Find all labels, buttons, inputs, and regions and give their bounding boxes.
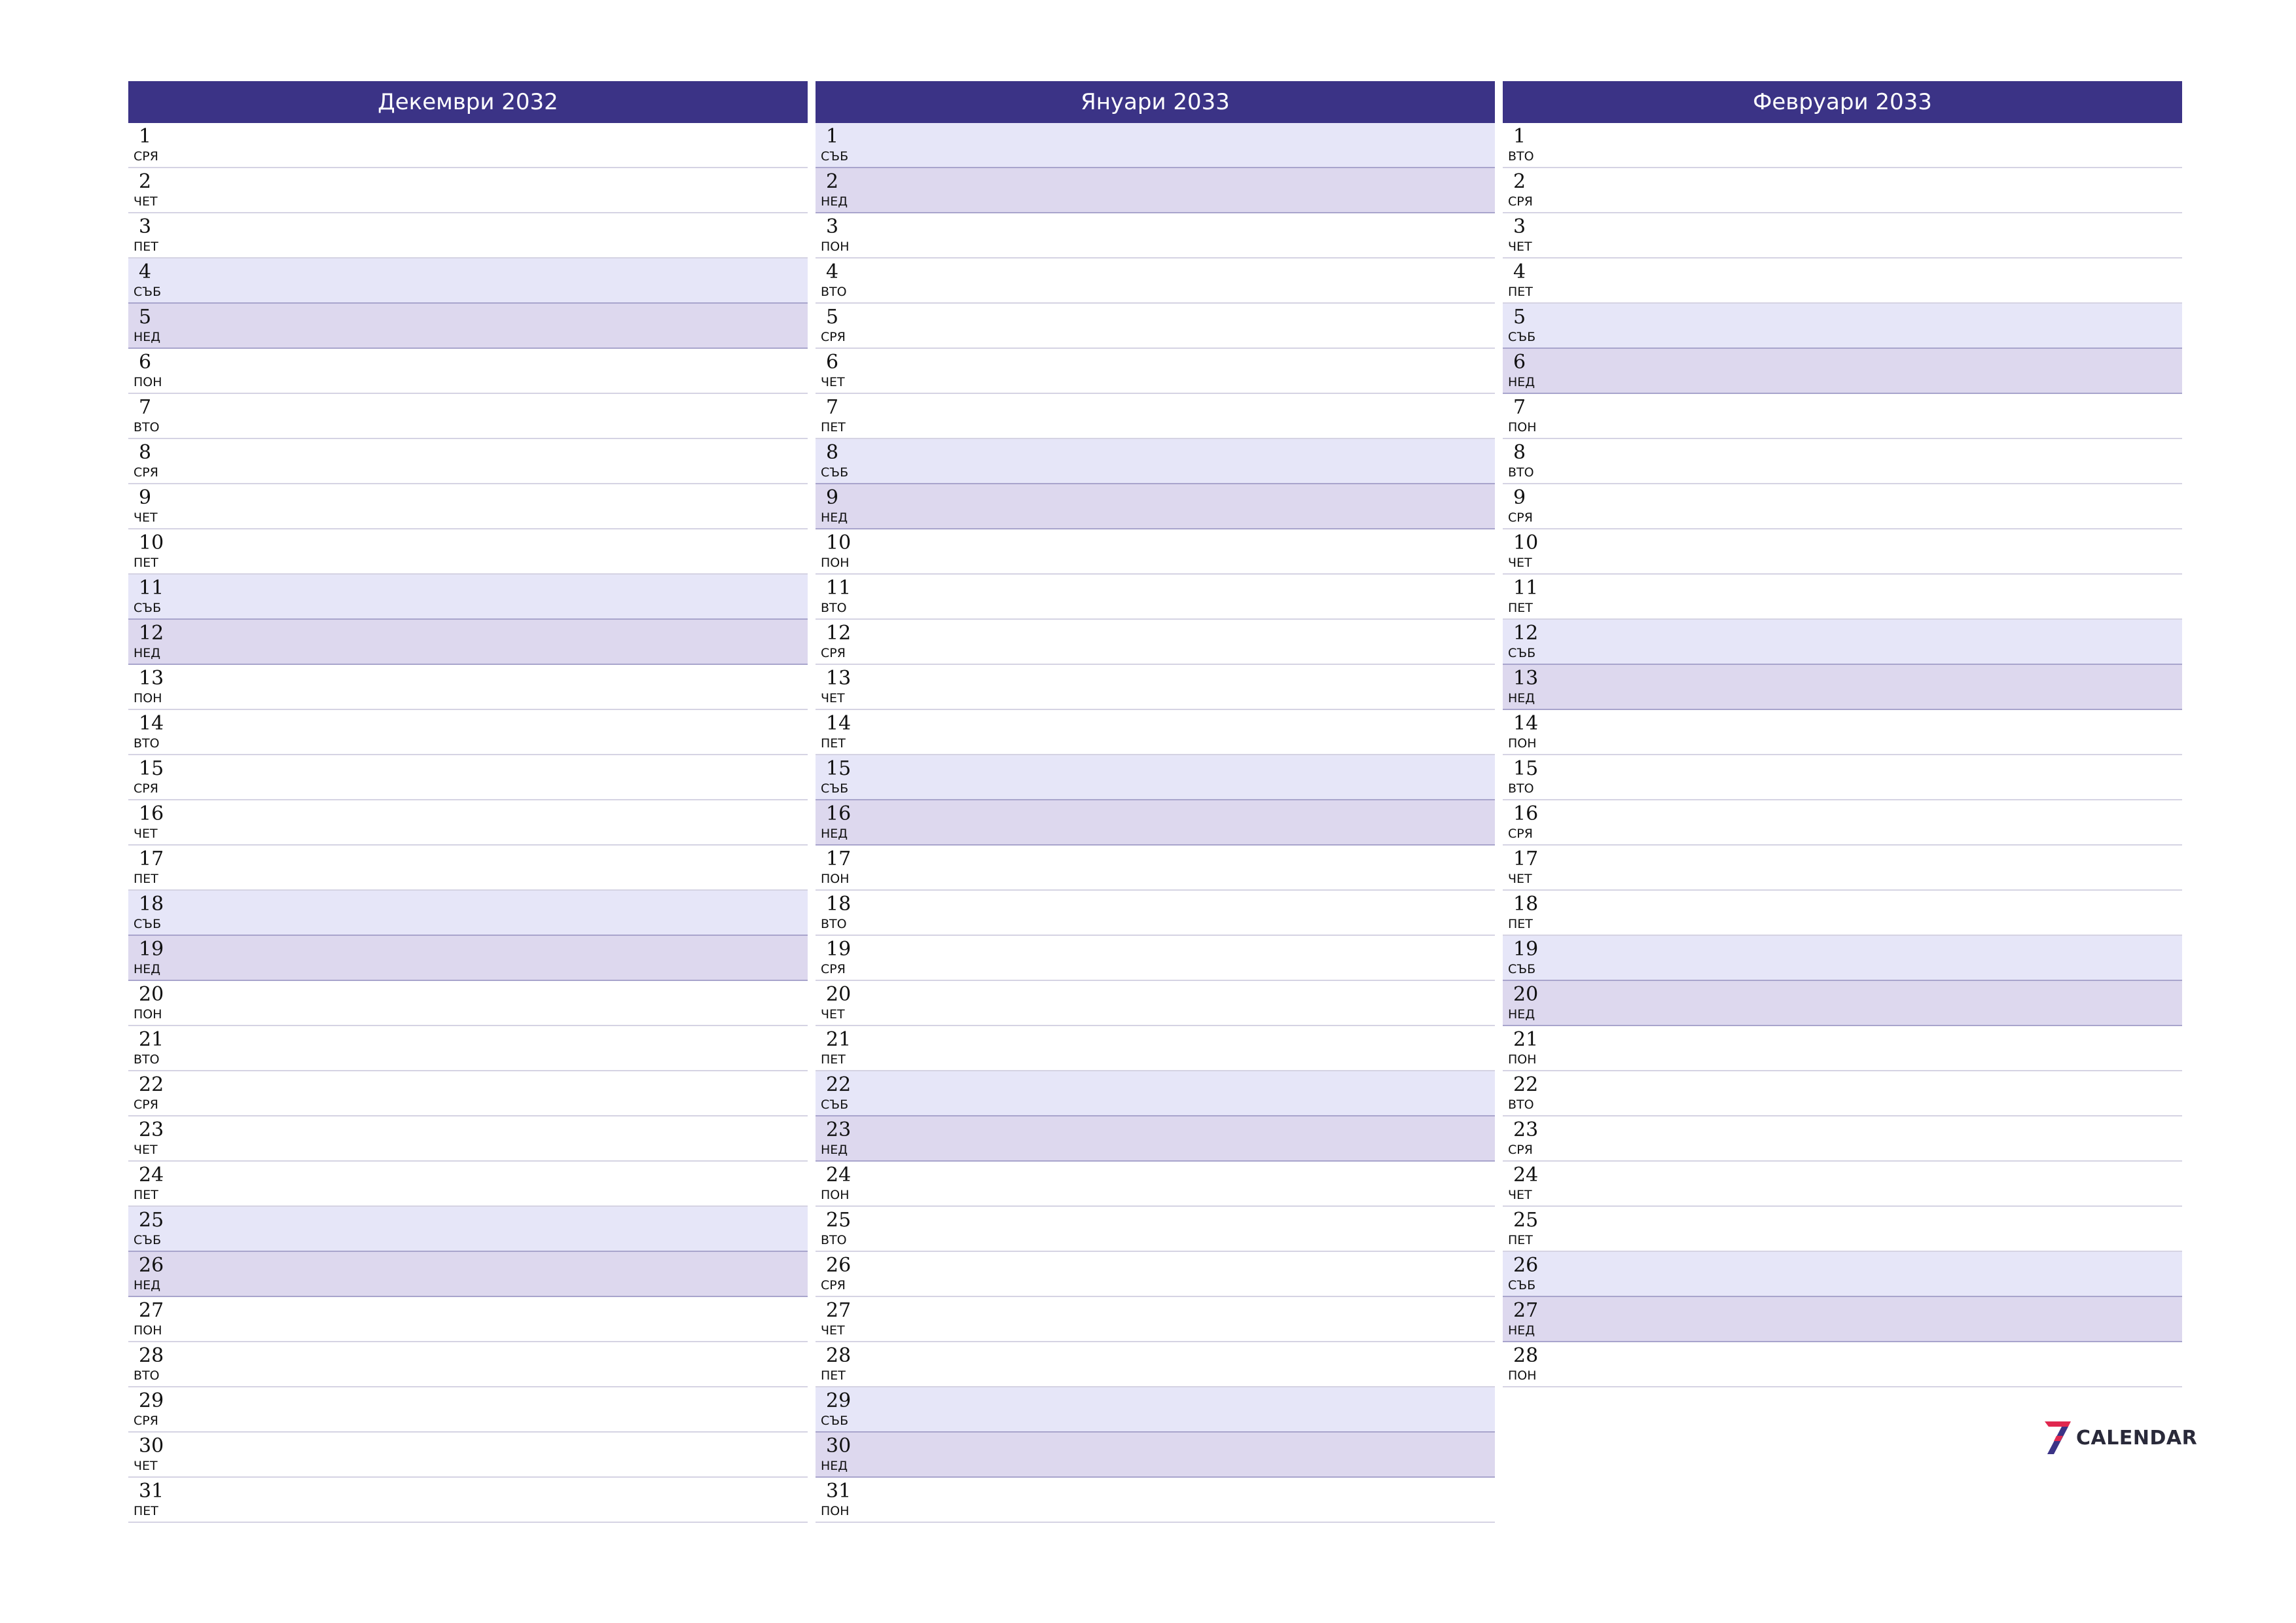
- day-row: [1503, 710, 2182, 755]
- day-number: 8: [1513, 441, 1526, 464]
- day-number: 10: [826, 531, 852, 554]
- day-row: [1503, 1162, 2182, 1207]
- day-row: [1503, 936, 2182, 981]
- day-row: [816, 891, 1495, 936]
- day-number: 8: [139, 441, 152, 464]
- day-row: [816, 1026, 1495, 1071]
- weekday-label: ЧЕТ: [821, 1007, 845, 1022]
- weekday-label: ЧЕТ: [1508, 872, 1532, 886]
- day-number: 28: [826, 1344, 852, 1367]
- day-number: 16: [1513, 802, 1539, 825]
- day-row: [128, 1162, 808, 1207]
- day-row: [128, 1297, 808, 1342]
- day-number: 5: [1513, 306, 1526, 329]
- day-number: 27: [826, 1299, 852, 1322]
- weekday-label: ВТО: [821, 1233, 847, 1247]
- day-number: 5: [826, 306, 839, 329]
- day-row: [1503, 755, 2182, 800]
- weekday-label: СЪБ: [821, 1414, 849, 1428]
- day-number: 7: [139, 396, 152, 419]
- day-row: [1503, 123, 2182, 168]
- day-number: 15: [1513, 757, 1539, 780]
- weekday-label: ВТО: [134, 1368, 160, 1383]
- day-number: 22: [1513, 1073, 1539, 1096]
- day-number: 15: [826, 757, 852, 780]
- weekday-label: ВТО: [1508, 149, 1534, 164]
- day-number: 26: [1513, 1254, 1539, 1277]
- day-row: [1503, 891, 2182, 936]
- day-number: 22: [139, 1073, 164, 1096]
- day-number: 10: [139, 531, 164, 554]
- day-number: 30: [826, 1435, 852, 1457]
- day-row: [1503, 439, 2182, 484]
- day-number: 6: [139, 351, 152, 374]
- logo-text: CALENDAR: [2076, 1426, 2198, 1450]
- day-number: 22: [826, 1073, 852, 1096]
- day-row: [128, 620, 808, 665]
- month-column-february: [1503, 81, 2182, 1387]
- day-list: [1503, 123, 2182, 1387]
- day-row: [816, 1071, 1495, 1116]
- day-row: [128, 1478, 808, 1523]
- day-row: [1503, 1071, 2182, 1116]
- day-row: [128, 755, 808, 800]
- weekday-label: СЪБ: [1508, 646, 1536, 660]
- day-number: 13: [1513, 667, 1539, 690]
- day-row: [128, 800, 808, 846]
- day-number: 3: [826, 215, 839, 238]
- day-row: [128, 1387, 808, 1433]
- day-number: 10: [1513, 531, 1539, 554]
- day-number: 1: [1513, 125, 1526, 148]
- day-row: [1503, 1116, 2182, 1162]
- day-number: 11: [1513, 577, 1539, 599]
- day-number: 4: [826, 260, 839, 283]
- day-number: 31: [826, 1480, 852, 1503]
- day-row: [128, 349, 808, 394]
- day-row: [128, 439, 808, 484]
- weekday-label: НЕД: [821, 510, 848, 525]
- weekday-label: НЕД: [1508, 691, 1535, 705]
- weekday-label: СРЯ: [134, 149, 158, 164]
- weekday-label: СЪБ: [821, 465, 849, 480]
- weekday-label: ЧЕТ: [1508, 556, 1532, 570]
- weekday-label: СЪБ: [134, 601, 162, 615]
- day-row: [816, 755, 1495, 800]
- month-column-december: [128, 81, 808, 1523]
- weekday-label: ПОН: [821, 1504, 850, 1518]
- day-number: 17: [826, 847, 852, 870]
- day-number: 19: [826, 938, 852, 961]
- day-list: [128, 123, 808, 1523]
- weekday-label: СРЯ: [821, 962, 846, 976]
- weekday-label: СРЯ: [1508, 1143, 1533, 1157]
- day-number: 25: [139, 1209, 164, 1232]
- weekday-label: ПЕТ: [1508, 601, 1533, 615]
- day-row: [128, 936, 808, 981]
- day-row: [816, 484, 1495, 529]
- day-number: 24: [139, 1164, 164, 1186]
- day-number: 11: [826, 577, 852, 599]
- day-row: [128, 1116, 808, 1162]
- weekday-label: СРЯ: [134, 465, 158, 480]
- day-number: 19: [139, 938, 164, 961]
- weekday-label: СРЯ: [821, 330, 846, 344]
- day-number: 2: [139, 170, 152, 193]
- weekday-label: ПОН: [1508, 736, 1537, 751]
- day-row: [816, 168, 1495, 213]
- day-number: 30: [139, 1435, 164, 1457]
- weekday-label: ЧЕТ: [134, 510, 158, 525]
- day-row: [816, 439, 1495, 484]
- weekday-label: ПЕТ: [821, 420, 846, 435]
- day-row: [128, 1026, 808, 1071]
- day-number: 7: [826, 396, 839, 419]
- weekday-label: ПЕТ: [821, 1368, 846, 1383]
- day-number: 2: [1513, 170, 1526, 193]
- weekday-label: ВТО: [1508, 465, 1534, 480]
- day-number: 21: [1513, 1028, 1539, 1051]
- day-row: [816, 665, 1495, 710]
- day-row: [128, 259, 808, 304]
- day-row: [816, 349, 1495, 394]
- weekday-label: СРЯ: [134, 1414, 158, 1428]
- day-number: 16: [826, 802, 852, 825]
- day-number: 14: [826, 712, 852, 735]
- day-number: 4: [139, 260, 152, 283]
- day-number: 8: [826, 441, 839, 464]
- day-row: [128, 710, 808, 755]
- weekday-label: ПЕТ: [1508, 1233, 1533, 1247]
- day-number: 23: [826, 1118, 852, 1141]
- seven-logo-icon: [2042, 1420, 2072, 1455]
- day-number: 4: [1513, 260, 1526, 283]
- day-number: 28: [1513, 1344, 1539, 1367]
- weekday-label: ПОН: [134, 375, 162, 389]
- day-row: [128, 1252, 808, 1297]
- day-number: 14: [139, 712, 164, 735]
- day-number: 20: [1513, 983, 1539, 1006]
- weekday-label: ПЕТ: [1508, 917, 1533, 931]
- weekday-label: ПОН: [821, 872, 850, 886]
- day-row: [816, 710, 1495, 755]
- weekday-label: СЪБ: [821, 1097, 849, 1112]
- day-row: [1503, 349, 2182, 394]
- weekday-label: ПЕТ: [134, 872, 158, 886]
- weekday-label: ПЕТ: [821, 736, 846, 751]
- day-number: 18: [139, 893, 164, 916]
- day-row: [816, 1252, 1495, 1297]
- month-column-january: [816, 81, 1495, 1523]
- weekday-label: СРЯ: [821, 646, 846, 660]
- day-row: [1503, 575, 2182, 620]
- day-row: [128, 981, 808, 1026]
- day-row: [1503, 665, 2182, 710]
- day-row: [816, 1116, 1495, 1162]
- weekday-label: СЪБ: [134, 1233, 162, 1247]
- day-row: [128, 168, 808, 213]
- weekday-label: ПОН: [1508, 1052, 1537, 1067]
- day-number: 5: [139, 306, 152, 329]
- day-row: [816, 800, 1495, 846]
- weekday-label: ЧЕТ: [1508, 240, 1532, 254]
- day-number: 1: [826, 125, 839, 148]
- day-number: 12: [139, 622, 164, 645]
- day-row: [816, 259, 1495, 304]
- weekday-label: СЪБ: [1508, 962, 1536, 976]
- day-row: [816, 936, 1495, 981]
- day-number: 23: [139, 1118, 164, 1141]
- day-number: 18: [826, 893, 852, 916]
- day-row: [1503, 394, 2182, 439]
- day-number: 13: [139, 667, 164, 690]
- weekday-label: ПОН: [134, 1007, 162, 1022]
- weekday-label: НЕД: [134, 646, 161, 660]
- weekday-label: НЕД: [821, 827, 848, 841]
- weekday-label: ПЕТ: [1508, 285, 1533, 299]
- day-number: 20: [826, 983, 852, 1006]
- weekday-label: ПОН: [821, 1188, 850, 1202]
- weekday-label: НЕД: [1508, 1007, 1535, 1022]
- weekday-label: ЧЕТ: [1508, 1188, 1532, 1202]
- day-row: [816, 981, 1495, 1026]
- day-row: [128, 846, 808, 891]
- day-number: 25: [826, 1209, 852, 1232]
- day-number: 24: [1513, 1164, 1539, 1186]
- day-row: [1503, 846, 2182, 891]
- weekday-label: ВТО: [821, 285, 847, 299]
- day-row: [128, 304, 808, 349]
- day-row: [1503, 1026, 2182, 1071]
- month-header: Февруари 2033: [1503, 81, 2182, 123]
- day-number: 25: [1513, 1209, 1539, 1232]
- weekday-label: ПЕТ: [134, 1188, 158, 1202]
- day-number: 21: [826, 1028, 852, 1051]
- day-row: [816, 123, 1495, 168]
- day-number: 19: [1513, 938, 1539, 961]
- day-number: 26: [826, 1254, 852, 1277]
- day-row: [128, 891, 808, 936]
- day-number: 17: [1513, 847, 1539, 870]
- day-number: 15: [139, 757, 164, 780]
- day-number: 12: [1513, 622, 1539, 645]
- day-row: [128, 213, 808, 259]
- day-number: 12: [826, 622, 852, 645]
- weekday-label: ПОН: [1508, 1368, 1537, 1383]
- weekday-label: НЕД: [821, 1459, 848, 1473]
- day-row: [816, 213, 1495, 259]
- day-row: [1503, 529, 2182, 575]
- weekday-label: СЪБ: [821, 149, 849, 164]
- day-row: [816, 575, 1495, 620]
- day-row: [816, 1162, 1495, 1207]
- weekday-label: НЕД: [134, 962, 161, 976]
- day-number: 29: [139, 1389, 164, 1412]
- weekday-label: ПЕТ: [134, 1504, 158, 1518]
- weekday-label: ЧЕТ: [821, 1323, 845, 1338]
- weekday-label: ВТО: [821, 917, 847, 931]
- day-row: [128, 529, 808, 575]
- day-row: [816, 620, 1495, 665]
- weekday-label: ПЕТ: [821, 1052, 846, 1067]
- weekday-label: СЪБ: [1508, 330, 1536, 344]
- day-number: 2: [826, 170, 839, 193]
- day-number: 27: [1513, 1299, 1539, 1322]
- day-row: [1503, 1297, 2182, 1342]
- weekday-label: СРЯ: [821, 1278, 846, 1293]
- weekday-label: ЧЕТ: [821, 691, 845, 705]
- weekday-label: НЕД: [1508, 1323, 1535, 1338]
- weekday-label: ВТО: [134, 736, 160, 751]
- day-row: [1503, 1207, 2182, 1252]
- day-row: [1503, 168, 2182, 213]
- day-row: [128, 123, 808, 168]
- weekday-label: СЪБ: [134, 917, 162, 931]
- day-number: 16: [139, 802, 164, 825]
- day-number: 9: [1513, 486, 1526, 509]
- day-row: [816, 1342, 1495, 1387]
- day-row: [1503, 213, 2182, 259]
- day-row: [128, 665, 808, 710]
- weekday-label: СРЯ: [1508, 194, 1533, 209]
- brand-logo: [2042, 1420, 2197, 1455]
- day-number: 14: [1513, 712, 1539, 735]
- day-number: 28: [139, 1344, 164, 1367]
- day-row: [128, 1071, 808, 1116]
- weekday-label: ПОН: [1508, 420, 1537, 435]
- weekday-label: НЕД: [1508, 375, 1535, 389]
- day-row: [816, 1433, 1495, 1478]
- day-number: 17: [139, 847, 164, 870]
- weekday-label: СЪБ: [134, 285, 162, 299]
- day-number: 13: [826, 667, 852, 690]
- weekday-label: СРЯ: [1508, 827, 1533, 841]
- day-row: [128, 1207, 808, 1252]
- day-row: [816, 394, 1495, 439]
- weekday-label: ПОН: [821, 556, 850, 570]
- day-number: 11: [139, 577, 164, 599]
- day-number: 24: [826, 1164, 852, 1186]
- day-number: 6: [826, 351, 839, 374]
- day-row: [128, 1433, 808, 1478]
- day-number: 26: [139, 1254, 164, 1277]
- weekday-label: ЧЕТ: [134, 194, 158, 209]
- weekday-label: СЪБ: [821, 781, 849, 796]
- day-row: [816, 846, 1495, 891]
- weekday-label: СРЯ: [134, 781, 158, 796]
- weekday-label: ВТО: [134, 420, 160, 435]
- month-header: Декември 2032: [128, 81, 808, 123]
- weekday-label: ПОН: [134, 691, 162, 705]
- day-number: 9: [826, 486, 839, 509]
- day-row: [816, 1207, 1495, 1252]
- month-header: Януари 2033: [816, 81, 1495, 123]
- day-number: 1: [139, 125, 152, 148]
- day-row: [1503, 1252, 2182, 1297]
- day-number: 6: [1513, 351, 1526, 374]
- day-number: 3: [1513, 215, 1526, 238]
- day-row: [1503, 304, 2182, 349]
- day-row: [816, 1478, 1495, 1523]
- weekday-label: СРЯ: [134, 1097, 158, 1112]
- weekday-label: ПЕТ: [134, 240, 158, 254]
- day-row: [1503, 620, 2182, 665]
- day-number: 31: [139, 1480, 164, 1503]
- day-row: [128, 394, 808, 439]
- day-row: [1503, 981, 2182, 1026]
- day-row: [816, 304, 1495, 349]
- weekday-label: НЕД: [821, 194, 848, 209]
- weekday-label: СРЯ: [1508, 510, 1533, 525]
- day-row: [1503, 1342, 2182, 1387]
- day-number: 9: [139, 486, 152, 509]
- weekday-label: НЕД: [134, 330, 161, 344]
- weekday-label: СЪБ: [1508, 1278, 1536, 1293]
- weekday-label: ВТО: [134, 1052, 160, 1067]
- day-number: 3: [139, 215, 152, 238]
- day-row: [128, 484, 808, 529]
- day-row: [1503, 800, 2182, 846]
- day-number: 20: [139, 983, 164, 1006]
- day-row: [816, 529, 1495, 575]
- weekday-label: ВТО: [1508, 1097, 1534, 1112]
- day-list: [816, 123, 1495, 1523]
- weekday-label: ВТО: [1508, 781, 1534, 796]
- day-number: 7: [1513, 396, 1526, 419]
- weekday-label: ЧЕТ: [821, 375, 845, 389]
- day-number: 21: [139, 1028, 164, 1051]
- day-row: [128, 1342, 808, 1387]
- day-number: 23: [1513, 1118, 1539, 1141]
- day-row: [128, 575, 808, 620]
- weekday-label: НЕД: [821, 1143, 848, 1157]
- day-number: 27: [139, 1299, 164, 1322]
- day-row: [816, 1387, 1495, 1433]
- weekday-label: ПОН: [134, 1323, 162, 1338]
- day-row: [1503, 259, 2182, 304]
- day-row: [816, 1297, 1495, 1342]
- day-row: [1503, 484, 2182, 529]
- day-number: 18: [1513, 893, 1539, 916]
- weekday-label: НЕД: [134, 1278, 161, 1293]
- weekday-label: ЧЕТ: [134, 827, 158, 841]
- weekday-label: ЧЕТ: [134, 1143, 158, 1157]
- weekday-label: ПОН: [821, 240, 850, 254]
- weekday-label: ВТО: [821, 601, 847, 615]
- weekday-label: ПЕТ: [134, 556, 158, 570]
- day-number: 29: [826, 1389, 852, 1412]
- weekday-label: ЧЕТ: [134, 1459, 158, 1473]
